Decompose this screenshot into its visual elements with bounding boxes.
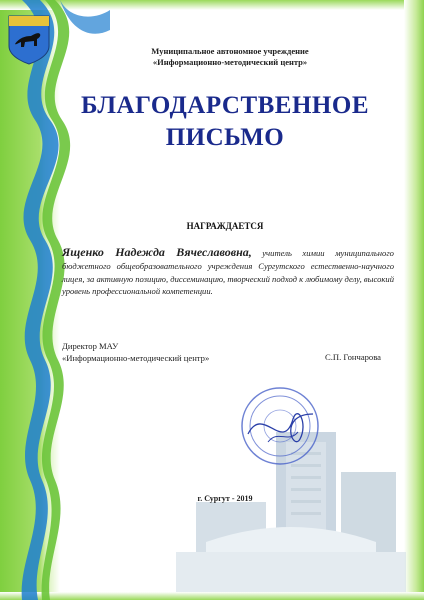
title-line-1: БЛАГОДАРСТВЕННОЕ bbox=[81, 92, 369, 119]
recipient-name: Ященко Надежда Вячеславовна, bbox=[62, 245, 252, 259]
header-line-1: Муниципальное автономное учреждение bbox=[151, 46, 309, 56]
city-year-footer: г. Сургут - 2019 bbox=[197, 494, 253, 503]
header-line-2: «Информационно-методический центр» bbox=[152, 57, 308, 67]
city-coat-of-arms-icon bbox=[7, 14, 51, 66]
title-line-2: ПИСЬМО bbox=[165, 124, 285, 151]
document-title bbox=[60, 90, 390, 154]
organization-header bbox=[100, 46, 360, 68]
director-position-line-2: «Информационно-методический центр» bbox=[62, 353, 210, 363]
director-name: С.П. Гончарова bbox=[325, 352, 381, 362]
awarded-heading: НАГРАЖДАЕТСЯ bbox=[186, 221, 264, 231]
official-stamp-icon bbox=[238, 384, 322, 468]
right-frame bbox=[404, 0, 424, 600]
director-position bbox=[62, 340, 209, 364]
director-position-line-1: Директор МАУ bbox=[62, 341, 119, 351]
recipient-description: учитель химии муниципального бюджетного общеобразовательного учреждения Сургутского естественно-научного лицея, за активную позицию, диссеминацию, творческий подход к любимому делу, высокий уровень профессиональной компетенции. bbox=[62, 248, 394, 297]
recipient-paragraph bbox=[62, 246, 394, 298]
